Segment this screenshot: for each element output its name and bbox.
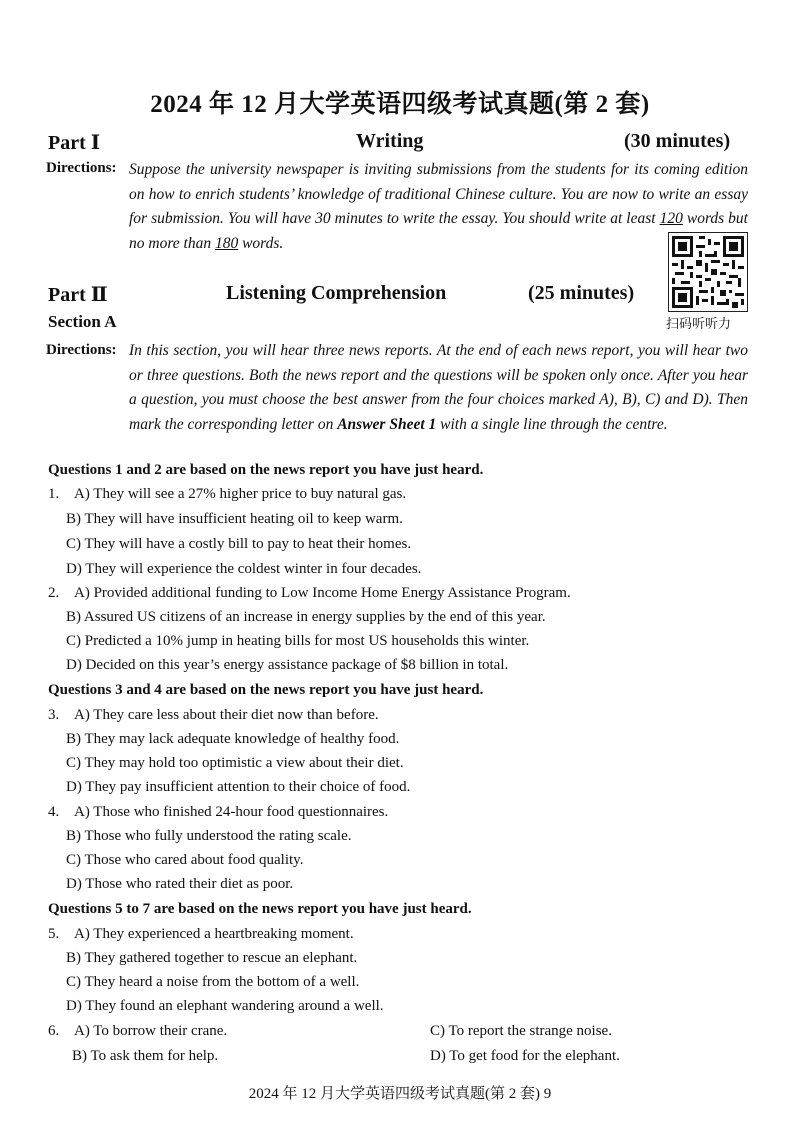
question-4-option-c[interactable]: C) Those who cared about food quality. [66,852,304,868]
part2-name: Listening Comprehension [226,282,447,304]
part1-directions-label: Directions: [46,160,117,176]
question-4-option-a[interactable]: 4. A) Those who finished 24-hour food questionnaires. [48,804,389,820]
question-3-number: 3. [48,707,60,723]
part2-directions [129,339,748,437]
question-1-option-c[interactable]: C) They will have a costly bill to pay to heat their homes. [66,536,412,552]
part1-time: (30 minutes) [624,130,731,152]
question-6-option-d[interactable]: D) To get food for the elephant. [430,1048,620,1064]
qr-caption: 扫码听听力 [666,317,732,332]
question-2-option-a[interactable]: 2. A) Provided additional funding to Low Income Home Energy Assistance Program. [48,585,571,601]
question-4-option-b[interactable]: B) Those who fully understood the rating scale. [66,828,352,844]
question-1-number: 1. [48,486,60,502]
part2-directions-label: Directions: [46,342,117,358]
part2-directions-b: with a single line through the centre. [436,415,668,433]
question-6-option-a[interactable]: 6. A) To borrow their crane. [48,1023,228,1039]
page-footer: 2024 年 12 月大学英语四级考试真题(第 2 套) 9 [248,1086,552,1102]
question-1-option-d[interactable]: D) They will experience the coldest winter in four decades. [66,561,422,577]
section-a-heading: Section A [48,312,117,331]
question-5-option-d[interactable]: D) They found an elephant wandering around a well. [66,998,384,1014]
question-1-option-a[interactable]: 1. A) They will see a 27% higher price to buy natural gas. [48,486,407,502]
part2-time: (25 minutes) [528,282,635,304]
question-3-option-b[interactable]: B) They may lack adequate knowledge of healthy food. [66,731,400,747]
min-words: 120 [659,210,683,227]
group-heading-1: Questions 1 and 2 are based on the news report you have just heard. [48,462,484,478]
question-3-option-a[interactable]: 3. A) They care less about their diet now than before. [48,707,379,723]
question-5-option-a[interactable]: 5. A) They experienced a heartbreaking moment. [48,926,354,942]
question-6-number: 6. [48,1023,60,1039]
part1-directions-a: Suppose the university newspaper is inviting submissions from the students for its coming edition on how to enrich students’ knowledge of traditional Chinese culture. You are now to write an essay for submission. You will have 30 minutes to write the essay. You should write at least [129,161,748,227]
question-3-option-c[interactable]: C) They may hold too optimistic a view about their diet. [66,755,404,771]
question-4-number: 4. [48,804,60,820]
part1-header [48,130,758,156]
page-title: 2024 年 12 月大学英语四级考试真题(第 2 套) [150,91,650,118]
question-4-option-d[interactable]: D) Those who rated their diet as poor. [66,876,294,892]
part1-name: Writing [356,130,424,152]
question-2-number: 2. [48,585,60,601]
part1-directions [129,158,748,256]
part1-directions-b: words but no more than [129,210,748,252]
question-5-number: 5. [48,926,60,942]
question-2-option-c[interactable]: C) Predicted a 10% jump in heating bills for most US households this winter. [66,633,530,649]
question-2-option-b[interactable]: B) Assured US citizens of an increase in energy supplies by the end of this year. [66,609,546,625]
question-6-option-c[interactable]: C) To report the strange noise. [430,1023,612,1039]
question-5-option-c[interactable]: C) They heard a noise from the bottom of a well. [66,974,360,990]
question-3-option-d[interactable]: D) They pay insufficient attention to their choice of food. [66,779,411,795]
question-5-option-b[interactable]: B) They gathered together to rescue an elephant. [66,950,358,966]
max-words: 180 [214,234,239,252]
part2-label: Part Ⅱ [48,284,108,306]
question-1-option-b[interactable]: B) They will have insufficient heating oil to keep warm. [66,511,403,527]
question-2-option-d[interactable]: D) Decided on this year’s energy assistance package of $8 billion in total. [66,657,509,673]
part2-header [48,282,758,308]
answer-sheet-label: Answer Sheet 1 [337,415,437,433]
group-heading-2: Questions 3 and 4 are based on the news report you have just heard. [48,682,484,698]
part1-directions-c: words. [238,234,284,252]
part2-directions-a: In this section, you will hear three news reports. At the end of each news report, you will hear two or three questions. Both the news report and the questions will be spoken only once. After you hear a question, you must choose the best answer from the four choices marked A), B), C) and D). Then mark the corresponding letter on [129,342,748,433]
part1-label: Part Ⅰ [48,132,101,154]
group-heading-3: Questions 5 to 7 are based on the news report you have just heard. [48,901,472,917]
question-6-option-b[interactable]: B) To ask them for help. [72,1048,219,1064]
